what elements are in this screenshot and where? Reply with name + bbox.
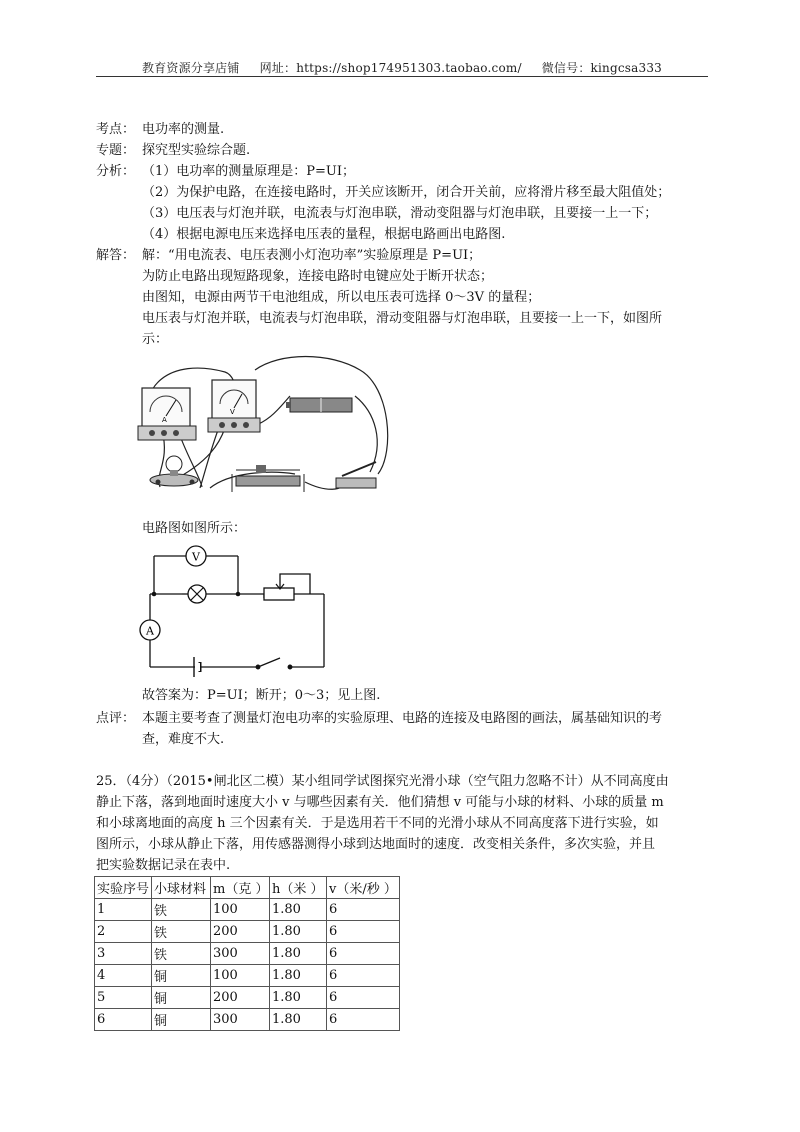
fenxi-label: 分析：	[96, 164, 136, 179]
table-cell: 6	[327, 921, 400, 943]
switch-symbol	[256, 658, 292, 669]
table-cell: 1	[95, 899, 152, 921]
jieda-label: 解答：	[96, 248, 136, 263]
table-cell: 200	[211, 921, 270, 943]
table-cell: 1.80	[270, 921, 327, 943]
lamp-symbol	[188, 585, 206, 603]
table-row	[95, 965, 400, 987]
header-rule	[96, 76, 708, 77]
voltmeter-symbol-letter: V	[192, 550, 200, 564]
q25-line: 和小球离地面的高度 h 三个因素有关．于是选用若干不同的光滑小球从不同高度落下进行实验，如	[96, 816, 659, 831]
table-row	[95, 921, 400, 943]
shop-url: 网址：https://shop174951303.taobao.com/	[259, 61, 522, 75]
page-header	[96, 59, 708, 76]
wechat-id: 微信号：kingcsa333	[541, 61, 662, 75]
header-cell: m（克 ）	[211, 877, 270, 899]
jieda-line	[96, 246, 481, 266]
table-row	[95, 987, 400, 1009]
table-cell: 5	[95, 987, 152, 1009]
table-cell: 铁	[152, 921, 211, 943]
voltmeter-apparatus	[208, 380, 260, 432]
table-cell: 100	[211, 899, 270, 921]
q25-line: 25．（4分）（2015•闸北区二模）某小组同学试图探究光滑小球（空气阻力忽略不计）从不同高度由	[96, 774, 669, 789]
dianping-item: 查，难度不大.	[142, 732, 225, 747]
dianping-line	[96, 709, 662, 729]
table-cell: 1.80	[270, 1009, 327, 1031]
jieda-item: 电压表与灯泡并联，电流表与灯泡串联，滑动变阻器与灯泡串联，且要接一上一下，如图所	[142, 311, 663, 326]
table-cell: 铜	[152, 1009, 211, 1031]
jieda-item: 由图知，电源由两节干电池组成，所以电压表可选择 0～3V 的量程；	[142, 290, 541, 305]
table-header-row	[95, 877, 400, 899]
table-row	[95, 899, 400, 921]
ammeter-apparatus	[138, 388, 196, 440]
table-cell: 铁	[152, 899, 211, 921]
zhuanti-line	[96, 141, 250, 161]
circuit-diagram	[134, 542, 334, 677]
table-cell: 300	[211, 1009, 270, 1031]
table-cell: 铜	[152, 965, 211, 987]
voltmeter-letter: V	[230, 408, 235, 416]
header-cell: h（米 ）	[270, 877, 327, 899]
table-cell: 1.80	[270, 943, 327, 965]
table-cell: 铁	[152, 943, 211, 965]
kaodian-label: 考点：	[96, 122, 136, 137]
fenxi-item: （1）电功率的测量原理是：P=UI；	[142, 164, 356, 179]
fenxi-item: （2）为保护电路，在连接电路时，开关应该断开，闭合开关前，应将滑片移至最大阻值处；	[142, 185, 671, 200]
table-row	[95, 943, 400, 965]
battery-apparatus	[286, 398, 352, 412]
table-cell: 6	[327, 899, 400, 921]
battery-gap	[195, 663, 200, 671]
table-cell: 6	[327, 987, 400, 1009]
q25-line: 图所示，小球从静止下落，用传感器测得小球到达地面时的速度．改变相关条件，多次实验，并且	[96, 837, 656, 852]
kaodian-line	[96, 120, 224, 140]
table-cell: 100	[211, 965, 270, 987]
zhuanti-text: 探究型实验综合题.	[142, 143, 251, 158]
rheostat-symbol	[264, 584, 294, 600]
table-cell: 铜	[152, 987, 211, 1009]
fenxi-item: （4）根据电源电压来选择电压表的量程，根据电路画出电路图.	[142, 227, 506, 242]
apparatus-illustration	[130, 352, 390, 502]
header-cell: 实验序号	[95, 877, 152, 899]
jieda-item: 解：“用电流表、电压表测小灯泡功率”实验原理是 P=UI；	[142, 248, 482, 263]
ammeter-letter: A	[162, 416, 167, 424]
answer-line: 故答案为：P=UI；断开；0～3；见上图.	[142, 688, 381, 703]
table-cell: 200	[211, 987, 270, 1009]
table-cell: 6	[327, 965, 400, 987]
jieda-item: 为防止电路出现短路现象，连接电路时电键应处于断开状态；	[142, 269, 494, 284]
dianping-item: 本题主要考查了测量灯泡电功率的实验原理、电路的连接及电路图的画法，属基础知识的考	[142, 711, 663, 726]
table-cell: 1.80	[270, 987, 327, 1009]
ammeter-symbol-letter: A	[146, 624, 154, 638]
circuit-caption: 电路图如图所示：	[142, 521, 247, 536]
experiment-table	[94, 876, 400, 1031]
table-cell: 4	[95, 965, 152, 987]
kaodian-text: 电功率的测量.	[142, 122, 225, 137]
switch-apparatus	[336, 462, 376, 488]
table-cell: 3	[95, 943, 152, 965]
table-cell: 300	[211, 943, 270, 965]
jieda-item: 示：	[142, 332, 169, 347]
table-row	[95, 1009, 400, 1031]
zhuanti-label: 专题：	[96, 143, 136, 158]
rheostat-apparatus	[232, 465, 304, 492]
header-cell: v（米/秒 ）	[327, 877, 400, 899]
q25-line: 静止下落，落到地面时速度大小 v 与哪些因素有关．他们猜想 v 可能与小球的材料、小球的质量 m	[96, 795, 664, 810]
table-cell: 6	[327, 943, 400, 965]
fenxi-item: （3）电压表与灯泡并联，电流表与灯泡串联，滑动变阻器与灯泡串联，且要接一上一下；	[142, 206, 658, 221]
q25-line: 把实验数据记录在表中.	[96, 858, 231, 873]
fenxi-line	[96, 162, 355, 182]
shop-name: 教育资源分享店铺	[141, 61, 240, 75]
table-cell: 2	[95, 921, 152, 943]
table-cell: 6	[95, 1009, 152, 1031]
table-cell: 1.80	[270, 965, 327, 987]
table-cell: 6	[327, 1009, 400, 1031]
table-cell: 1.80	[270, 899, 327, 921]
dianping-label: 点评：	[96, 711, 136, 726]
header-cell: 小球材料	[152, 877, 211, 899]
